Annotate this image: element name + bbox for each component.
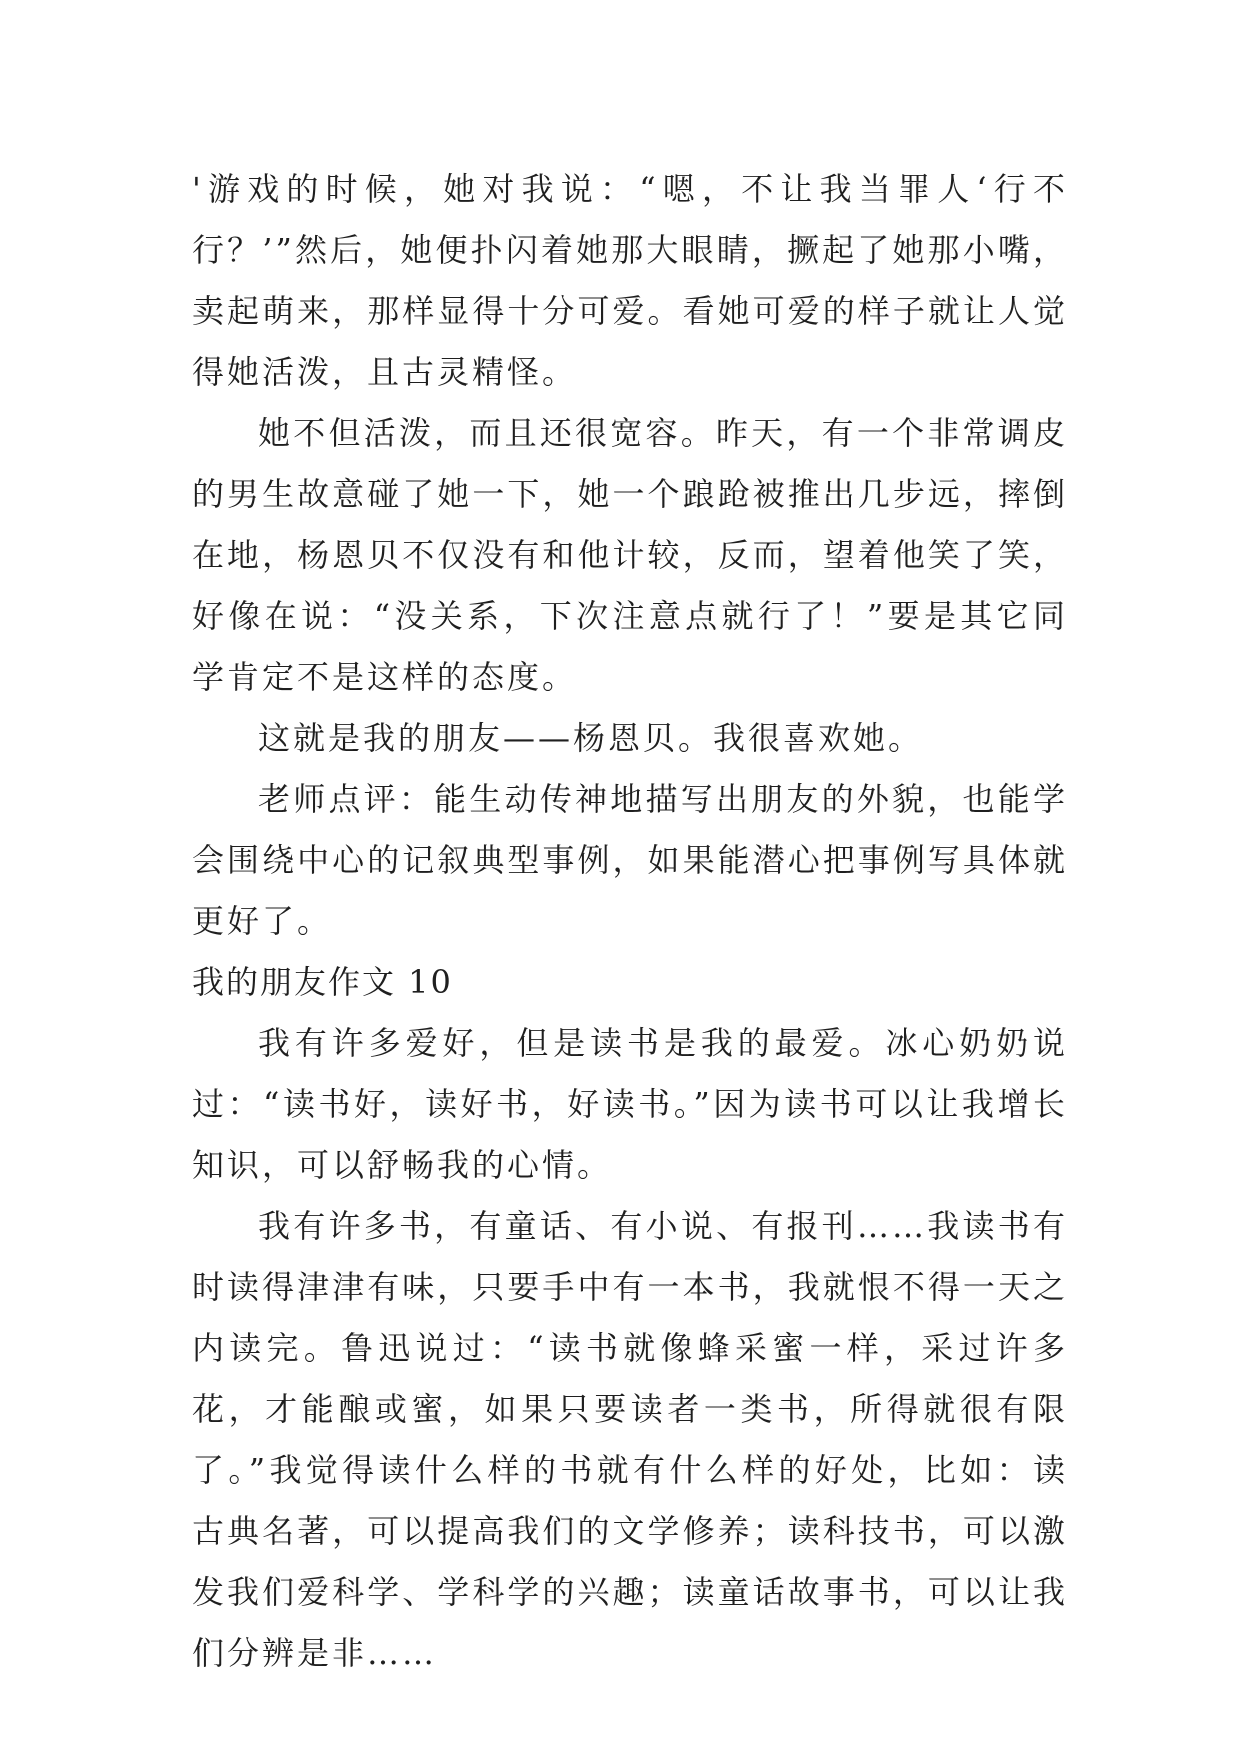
teacher-comment-paragraph: 老师点评：能生动传神地描写出朋友的外貌，也能学会围绕中心的记叙典型事例，如果能潜心把事例写具体就更好了。 <box>192 780 1068 940</box>
paragraph-6: 我有许多书，有童话、有小说、有报刊……我读书有时读得津津有味，只要手中有一本书，我就恨不得一天之内读完。鲁迅说过：“读书就像蜂采蜜一样，采过许多花，才能酿或蜜，如果只要读者一类书，所得就很有限了。”我觉得读什么样的书就有什么样的好处，比如：读古典名著，可以提高我们的文学修养；读科技书，可以激发我们爱科学、学科学的兴趣；读童话故事书，可以让我们分辨是非…… <box>192 1207 1068 1672</box>
essay-heading: 我的朋友作文 10 <box>192 963 453 1001</box>
paragraph-3: 这就是我的朋友——杨恩贝。我很喜欢她。 <box>258 719 924 757</box>
paragraph-1: '游戏的时候，她对我说：“嗯，不让我当罪人‘行不行？’”然后，她便扑闪着她那大眼睛，撅起了她那小嘴，卖起萌来，那样显得十分可爱。看她可爱的样子就让人觉得她活泼，且古灵精怪。 <box>192 170 1068 391</box>
paragraph-5: 我有许多爱好，但是读书是我的最爱。冰心奶奶说过：“读书好，读好书，好读书。”因为读书可以让我增长知识，可以舒畅我的心情。 <box>192 1024 1068 1184</box>
paragraph-2: 她不但活泼，而且还很宽容。昨天，有一个非常调皮的男生故意碰了她一下，她一个踉跄被推出几步远，摔倒在地，杨恩贝不仅没有和他计较，反而，望着他笑了笑，好像在说：“没关系，下次注意点就行了！”要是其它同学肯定不是这样的态度。 <box>192 414 1068 696</box>
document-body <box>192 159 1068 1684</box>
